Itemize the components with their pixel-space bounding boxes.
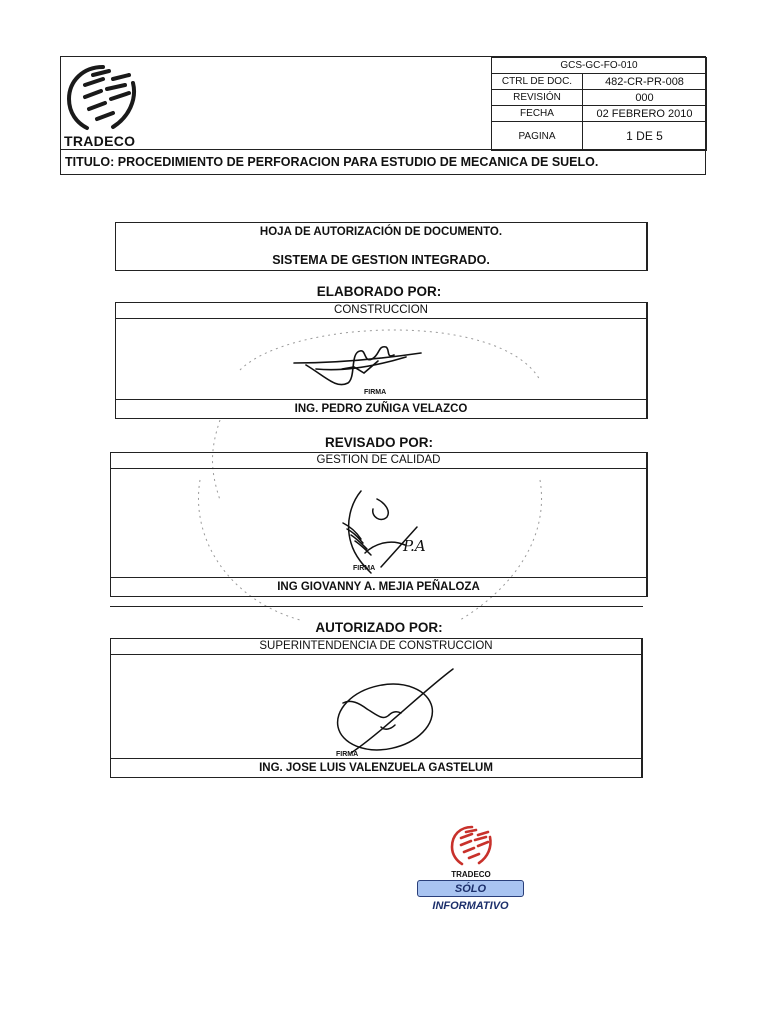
date-value: 02 FEBRERO 2010 [583,106,707,122]
informative-only-badge: SÓLO INFORMATIVO [417,880,524,897]
ctrl-doc-value: 482-CR-PR-008 [583,74,707,90]
reviewed-by-name: ING GIOVANNY A. MEJIA PEÑALOZA [111,577,646,596]
revision-value: 000 [583,90,707,106]
form-code: GCS-GC-FO-010 [492,58,707,74]
company-name: TRADECO [64,133,136,149]
section-divider [110,606,643,607]
document-control-table [491,57,707,151]
page-value: 1 DE 5 [583,122,707,151]
ctrl-doc-label: CTRL DE DOC. [492,74,583,90]
stamp-company-name: TRADECO [451,870,491,879]
system-title: SISTEMA DE GESTION INTEGRADO. [272,253,490,267]
authorized-by-box [110,638,643,778]
authorized-by-department: SUPERINTENDENCIA DE CONSTRUCCION [111,639,641,655]
authorization-title: HOJA DE AUTORIZACIÓN DE DOCUMENTO. [259,226,503,238]
authorized-by-firma-label: FIRMA [336,751,359,758]
page-label: PAGINA [492,122,583,151]
reviewed-by-box [110,452,648,597]
document-title: TITULO: PROCEDIMIENTO DE PERFORACION PARA ESTUDIO DE MECANICA DE SUELO. [61,149,705,174]
reviewed-by-heading: REVISADO POR: [324,435,433,450]
reviewed-by-annotation: P.A [403,537,426,555]
prepared-by-department: CONSTRUCCION [116,303,646,319]
tradeco-logo-icon [63,61,143,133]
prepared-by-heading: ELABORADO POR: [316,284,442,299]
logo-cell [61,57,491,149]
reviewed-by-firma-label: FIRMA [353,565,376,572]
signature-giovanny-icon [321,483,431,575]
prepared-by-box [115,302,648,419]
document-header [60,56,706,175]
revision-label: REVISIÓN [492,90,583,106]
signature-pedro-icon [286,333,426,395]
signature-jose-luis-icon [321,663,461,759]
authorized-by-name: ING. JOSE LUIS VALENZUELA GASTELUM [111,758,641,777]
reviewed-by-department: GESTION DE CALIDAD [111,453,646,469]
authorization-box [115,222,648,271]
prepared-by-firma-label: FIRMA [364,389,387,396]
date-label: FECHA [492,106,583,122]
tradeco-red-logo-icon [448,823,494,869]
prepared-by-name: ING. PEDRO ZUÑIGA VELAZCO [116,399,646,418]
authorized-by-heading: AUTORIZADO POR: [315,620,443,635]
